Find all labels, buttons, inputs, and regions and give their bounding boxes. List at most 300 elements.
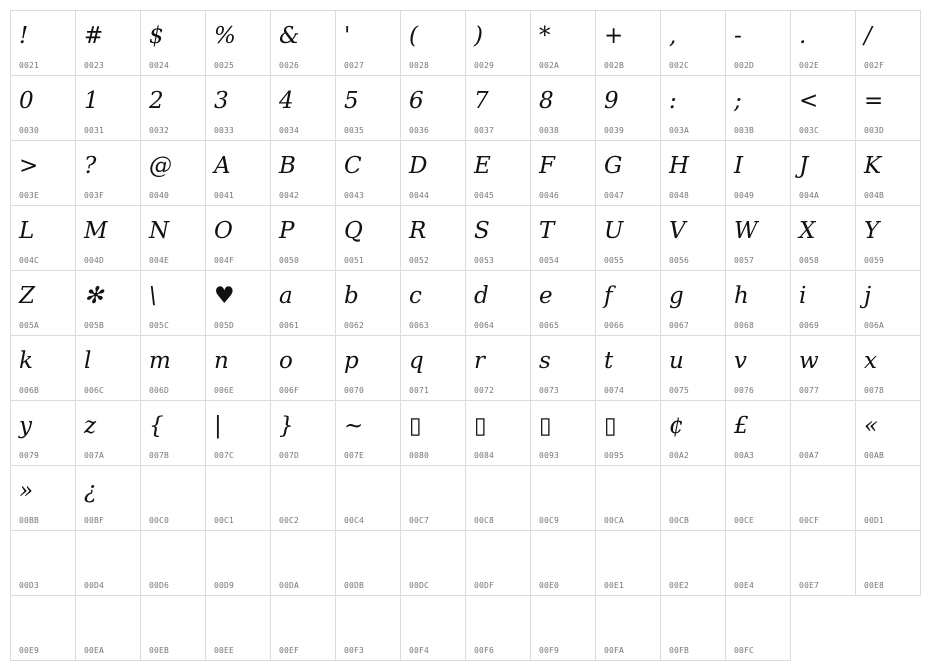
glyph-cell: [661, 401, 726, 466]
glyph-code: 0053: [474, 256, 495, 265]
glyph-code: 0047: [604, 191, 625, 200]
glyph-cell: [76, 11, 141, 76]
glyph-code: 0049: [734, 191, 755, 200]
glyph-char: s: [539, 348, 551, 374]
glyph-char: «: [864, 413, 879, 439]
glyph-cell: [596, 11, 661, 76]
glyph-char: o: [279, 348, 293, 374]
glyph-char: N: [149, 218, 170, 244]
glyph-cell: [726, 336, 791, 401]
glyph-char: »: [19, 478, 34, 504]
glyph-code: 00F4: [409, 646, 430, 655]
glyph-cell: [661, 76, 726, 141]
glyph-char: ;: [734, 88, 742, 114]
glyph-code: 0057: [734, 256, 755, 265]
glyph-code: 0066: [604, 321, 625, 330]
glyph-char: ': [344, 23, 351, 49]
glyph-cell: [206, 336, 271, 401]
glyph-code: 007C: [214, 451, 235, 460]
glyph-code: 0068: [734, 321, 755, 330]
glyph-cell: [856, 531, 921, 596]
glyph-cell: [141, 206, 206, 271]
glyph-code: 0069: [799, 321, 820, 330]
glyph-cell: [11, 336, 76, 401]
glyph-code: 0073: [539, 386, 560, 395]
glyph-char: 3: [214, 88, 229, 114]
glyph-code: 00C1: [214, 516, 235, 525]
glyph-cell: [596, 401, 661, 466]
glyph-cell: [531, 596, 596, 661]
glyph-code: 0043: [344, 191, 365, 200]
glyph-cell: [856, 76, 921, 141]
glyph-char: ▯: [539, 413, 552, 439]
glyph-code: 002A: [539, 61, 560, 70]
glyph-char: t: [604, 348, 614, 374]
glyph-code: 0050: [279, 256, 300, 265]
glyph-char: /: [864, 23, 872, 49]
glyph-char: p: [344, 348, 359, 374]
glyph-code: 00E0: [539, 581, 560, 590]
glyph-char: z: [84, 413, 97, 439]
glyph-cell: [76, 466, 141, 531]
glyph-char: ¢: [669, 413, 684, 439]
glyph-cell: [596, 271, 661, 336]
glyph-char: U: [604, 218, 624, 244]
glyph-char: ▯: [604, 413, 617, 439]
glyph-cell: [466, 596, 531, 661]
glyph-cell: [401, 271, 466, 336]
glyph-char: H: [669, 153, 690, 179]
glyph-code: 00E1: [604, 581, 625, 590]
glyph-char: h: [734, 283, 749, 309]
glyph-code: 004A: [799, 191, 820, 200]
glyph-cell: [336, 141, 401, 206]
glyph-char: ♥: [214, 283, 235, 309]
glyph-cell: [856, 401, 921, 466]
glyph-char: ): [474, 23, 483, 49]
glyph-code: 00A2: [669, 451, 690, 460]
glyph-cell: [336, 206, 401, 271]
glyph-cell: [336, 401, 401, 466]
glyph-code: 0028: [409, 61, 430, 70]
glyph-code: 00E2: [669, 581, 690, 590]
glyph-code: 006F: [279, 386, 300, 395]
glyph-cell: [791, 11, 856, 76]
glyph-code: 00D9: [214, 581, 235, 590]
glyph-code: 00EF: [279, 646, 300, 655]
glyph-code: 00FB: [669, 646, 690, 655]
glyph-code: 00EA: [84, 646, 105, 655]
glyph-cell: [661, 336, 726, 401]
glyph-code: 0056: [669, 256, 690, 265]
glyph-code: 0095: [604, 451, 625, 460]
glyph-cell: [11, 141, 76, 206]
glyph-cell: [856, 336, 921, 401]
glyph-cell: [856, 466, 921, 531]
glyph-code: 00C2: [279, 516, 300, 525]
glyph-cell: [661, 466, 726, 531]
glyph-code: 007B: [149, 451, 170, 460]
glyph-cell: [206, 466, 271, 531]
glyph-code: 0079: [19, 451, 40, 460]
glyph-char: ¿: [84, 478, 97, 504]
glyph-char: &: [279, 23, 300, 49]
glyph-cell: [466, 336, 531, 401]
glyph-cell: [11, 11, 76, 76]
glyph-char: b: [344, 283, 359, 309]
glyph-cell: [271, 206, 336, 271]
glyph-char: k: [19, 348, 33, 374]
glyph-char: I: [734, 153, 744, 179]
glyph-cell: [76, 401, 141, 466]
glyph-char: L: [19, 218, 35, 244]
glyph-cell: [661, 206, 726, 271]
glyph-char: r: [474, 348, 485, 374]
glyph-char: 4: [279, 88, 294, 114]
glyph-cell: [401, 466, 466, 531]
glyph-code: 002E: [799, 61, 820, 70]
glyph-code: 006D: [149, 386, 170, 395]
glyph-cell: [596, 206, 661, 271]
glyph-code: 00E4: [734, 581, 755, 590]
glyph-code: 0093: [539, 451, 560, 460]
glyph-cell: [206, 596, 271, 661]
glyph-code: 0075: [669, 386, 690, 395]
glyph-code: 00E9: [19, 646, 40, 655]
glyph-code: 0078: [864, 386, 885, 395]
glyph-cell: [206, 141, 271, 206]
glyph-char: 7: [474, 88, 489, 114]
glyph-char: S: [474, 218, 490, 244]
glyph-cell: [141, 466, 206, 531]
glyph-code: 0039: [604, 126, 625, 135]
glyph-cell: [726, 596, 791, 661]
glyph-cell: [596, 76, 661, 141]
glyph-char: #: [84, 23, 104, 49]
glyph-code: 00BB: [19, 516, 40, 525]
glyph-char: W: [734, 218, 758, 244]
glyph-code: 00D6: [149, 581, 170, 590]
glyph-cell: [596, 596, 661, 661]
glyph-cell: [726, 11, 791, 76]
glyph-cell: [336, 466, 401, 531]
glyph-cell: [596, 531, 661, 596]
glyph-code: 0067: [669, 321, 690, 330]
glyph-char: V: [669, 218, 686, 244]
glyph-code: 00D1: [864, 516, 885, 525]
glyph-char: l: [84, 348, 92, 374]
glyph-cell: [76, 76, 141, 141]
glyph-char: <: [799, 88, 819, 114]
glyph-cell: [11, 206, 76, 271]
glyph-cell: [11, 401, 76, 466]
glyph-code: 0044: [409, 191, 430, 200]
glyph-cell: [76, 531, 141, 596]
glyph-code: 003C: [799, 126, 820, 135]
glyph-char: .: [799, 23, 807, 49]
glyph-char: w: [799, 348, 819, 374]
glyph-code: 00E7: [799, 581, 820, 590]
glyph-code: 00CE: [734, 516, 755, 525]
glyph-char: g: [669, 283, 684, 309]
glyph-code: 004C: [19, 256, 40, 265]
glyph-cell: [466, 271, 531, 336]
glyph-char: D: [409, 153, 428, 179]
glyph-char: ?: [84, 153, 97, 179]
glyph-cell: [531, 466, 596, 531]
glyph-cell: [271, 336, 336, 401]
glyph-char: J: [799, 153, 809, 179]
glyph-char: @: [149, 153, 172, 179]
glyph-char: u: [669, 348, 684, 374]
glyph-code: 00DC: [409, 581, 430, 590]
glyph-code: 007E: [344, 451, 365, 460]
glyph-cell: [466, 11, 531, 76]
glyph-code: 00BF: [84, 516, 105, 525]
glyph-code: 00F9: [539, 646, 560, 655]
glyph-char: G: [604, 153, 623, 179]
glyph-cell: [206, 401, 271, 466]
glyph-code: 00CA: [604, 516, 625, 525]
glyph-cell: [726, 76, 791, 141]
glyph-cell: [856, 206, 921, 271]
glyph-code: 0059: [864, 256, 885, 265]
glyph-cell: [531, 401, 596, 466]
glyph-cell: [661, 11, 726, 76]
glyph-char: T: [539, 218, 555, 244]
glyph-cell: [336, 531, 401, 596]
glyph-char: |: [214, 413, 222, 439]
glyph-char: d: [474, 283, 489, 309]
glyph-code: 0023: [84, 61, 105, 70]
glyph-code: 007D: [279, 451, 300, 460]
glyph-code: 0031: [84, 126, 105, 135]
glyph-code: 00FA: [604, 646, 625, 655]
glyph-code: 0058: [799, 256, 820, 265]
glyph-cell: [76, 141, 141, 206]
glyph-cell: [76, 596, 141, 661]
glyph-code: 00DB: [344, 581, 365, 590]
glyph-code: 0052: [409, 256, 430, 265]
glyph-code: 004D: [84, 256, 105, 265]
glyph-cell: [661, 271, 726, 336]
glyph-cell: [401, 11, 466, 76]
glyph-cell: [141, 11, 206, 76]
glyph-code: 00EE: [214, 646, 235, 655]
glyph-cell: [726, 141, 791, 206]
glyph-char: \: [149, 283, 157, 309]
glyph-char: 6: [409, 88, 424, 114]
glyph-code: 0076: [734, 386, 755, 395]
glyph-char: ,: [669, 23, 677, 49]
glyph-code: 00D4: [84, 581, 105, 590]
glyph-code: 0054: [539, 256, 560, 265]
glyph-code: 0032: [149, 126, 170, 135]
glyph-char: =: [864, 88, 884, 114]
glyph-cell: [726, 401, 791, 466]
glyph-cell: [401, 336, 466, 401]
glyph-cell: [11, 271, 76, 336]
glyph-code: 005D: [214, 321, 235, 330]
glyph-char: y: [19, 413, 32, 439]
glyph-char: -: [734, 23, 742, 49]
glyph-cell: [531, 336, 596, 401]
glyph-code: 00A3: [734, 451, 755, 460]
glyph-char: C: [344, 153, 362, 179]
glyph-cell: [531, 271, 596, 336]
glyph-cell: [141, 271, 206, 336]
glyph-char: O: [214, 218, 233, 244]
glyph-code: 004F: [214, 256, 235, 265]
glyph-char: E: [474, 153, 491, 179]
glyph-char: m: [149, 348, 171, 374]
glyph-cell: [401, 401, 466, 466]
glyph-char: ▯: [409, 413, 422, 439]
glyph-code: 0037: [474, 126, 495, 135]
glyph-cell: [336, 336, 401, 401]
glyph-code: 0064: [474, 321, 495, 330]
glyph-code: 005C: [149, 321, 170, 330]
glyph-code: 00C7: [409, 516, 430, 525]
glyph-char: q: [409, 348, 424, 374]
glyph-code: 002F: [864, 61, 885, 70]
glyph-cell: [531, 531, 596, 596]
glyph-code: 007A: [84, 451, 105, 460]
glyph-code: 0051: [344, 256, 365, 265]
glyph-cell: [336, 596, 401, 661]
glyph-code: 0038: [539, 126, 560, 135]
glyph-char: j: [864, 283, 872, 309]
glyph-code: 00C9: [539, 516, 560, 525]
glyph-cell: [791, 76, 856, 141]
glyph-cell: [11, 466, 76, 531]
glyph-cell: [531, 206, 596, 271]
glyph-char: n: [214, 348, 229, 374]
glyph-cell: [661, 141, 726, 206]
glyph-code: 0055: [604, 256, 625, 265]
glyph-char: x: [864, 348, 877, 374]
glyph-code: 00CB: [669, 516, 690, 525]
glyph-char: 2: [149, 88, 164, 114]
glyph-cell: [856, 141, 921, 206]
glyph-cell: [466, 141, 531, 206]
glyph-cell: [401, 206, 466, 271]
glyph-cell: [206, 76, 271, 141]
glyph-cell: [141, 531, 206, 596]
glyph-cell: [206, 271, 271, 336]
glyph-cell: [271, 466, 336, 531]
glyph-code: 00C0: [149, 516, 170, 525]
glyph-char: ~: [344, 413, 364, 439]
glyph-code: 0061: [279, 321, 300, 330]
glyph-code: 00E8: [864, 581, 885, 590]
glyph-code: 0080: [409, 451, 430, 460]
glyph-cell: [466, 466, 531, 531]
glyph-cell: [271, 401, 336, 466]
glyph-cell: [791, 336, 856, 401]
glyph-char: Z: [19, 283, 35, 309]
glyph-code: 0029: [474, 61, 495, 70]
glyph-char: 5: [344, 88, 359, 114]
glyph-char: R: [409, 218, 427, 244]
glyph-cell: [206, 531, 271, 596]
glyph-code: 003D: [864, 126, 885, 135]
glyph-code: 004E: [149, 256, 170, 265]
glyph-code: 00DA: [279, 581, 300, 590]
glyph-code: 002D: [734, 61, 755, 70]
glyph-code: 0070: [344, 386, 365, 395]
glyph-char: %: [214, 23, 236, 49]
glyph-char: 1: [84, 88, 99, 114]
glyph-code: 0072: [474, 386, 495, 395]
glyph-char: !: [19, 23, 29, 49]
glyph-grid: [10, 10, 921, 661]
glyph-char: X: [799, 218, 816, 244]
glyph-cell: [531, 11, 596, 76]
glyph-code: 00CF: [799, 516, 820, 525]
glyph-char: *: [539, 23, 551, 49]
glyph-char: $: [149, 23, 164, 49]
glyph-code: 006C: [84, 386, 105, 395]
glyph-char: 8: [539, 88, 554, 114]
glyph-cell: [596, 141, 661, 206]
glyph-code: 0048: [669, 191, 690, 200]
glyph-code: 003F: [84, 191, 105, 200]
glyph-cell: [596, 466, 661, 531]
glyph-code: 0077: [799, 386, 820, 395]
glyph-code: 0026: [279, 61, 300, 70]
glyph-char: £: [734, 413, 749, 439]
glyph-char: M: [84, 218, 108, 244]
glyph-cell: [856, 11, 921, 76]
glyph-code: 0027: [344, 61, 365, 70]
glyph-char: 0: [19, 88, 34, 114]
glyph-char: 9: [604, 88, 619, 114]
glyph-cell: [206, 11, 271, 76]
glyph-cell: [11, 596, 76, 661]
glyph-cell: [141, 401, 206, 466]
glyph-code: 002B: [604, 61, 625, 70]
glyph-cell: [336, 11, 401, 76]
glyph-cell: [271, 531, 336, 596]
glyph-code: 003A: [669, 126, 690, 135]
glyph-cell: [466, 76, 531, 141]
glyph-code: 00A7: [799, 451, 820, 460]
glyph-cell: [401, 531, 466, 596]
glyph-code: 002C: [669, 61, 690, 70]
glyph-cell: [11, 531, 76, 596]
glyph-char: Y: [864, 218, 880, 244]
glyph-cell: [596, 336, 661, 401]
glyph-code: 0034: [279, 126, 300, 135]
glyph-cell: [466, 531, 531, 596]
glyph-code: 006E: [214, 386, 235, 395]
glyph-char: Q: [344, 218, 363, 244]
glyph-code: 0040: [149, 191, 170, 200]
glyph-code: 0084: [474, 451, 495, 460]
glyph-cell: [76, 336, 141, 401]
glyph-code: 003B: [734, 126, 755, 135]
glyph-char: >: [19, 153, 39, 179]
glyph-code: 006A: [864, 321, 885, 330]
glyph-cell: [271, 11, 336, 76]
glyph-cell: [336, 76, 401, 141]
glyph-cell: [791, 206, 856, 271]
glyph-char: e: [539, 283, 553, 309]
glyph-char: c: [409, 283, 422, 309]
glyph-code: 00EB: [149, 646, 170, 655]
glyph-cell: [141, 141, 206, 206]
